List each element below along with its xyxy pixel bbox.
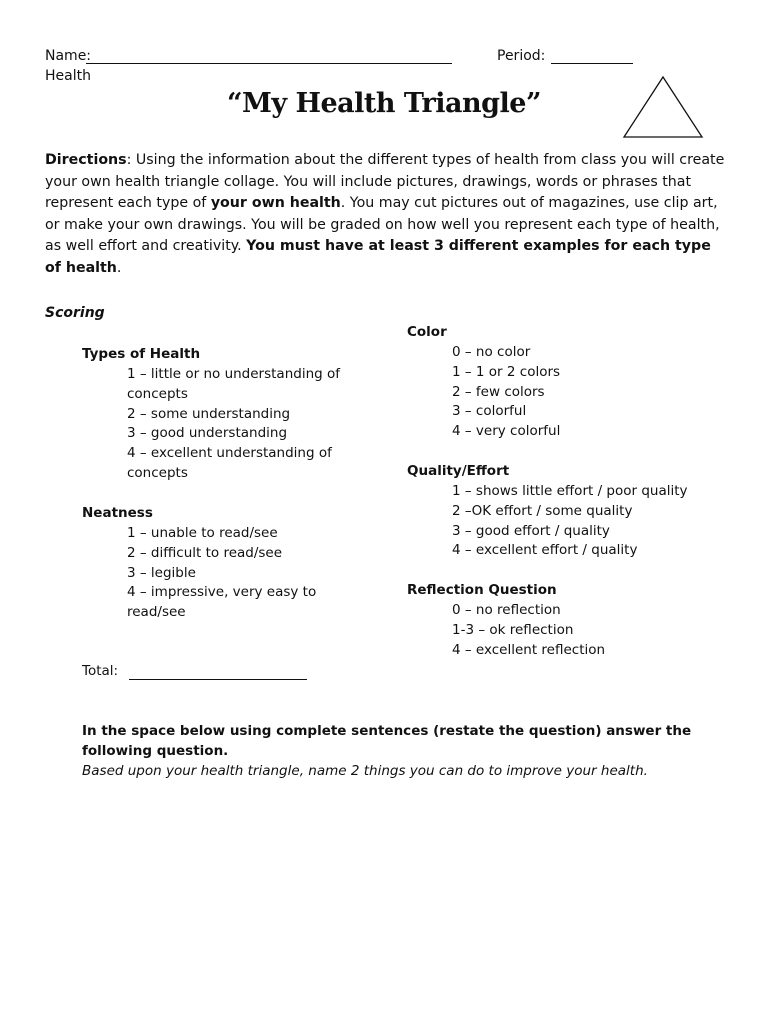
list-item: 2 – difficult to read/see [127, 544, 283, 561]
directions-emphasis-2: You must have at least 3 different examples for each type of health [45, 238, 711, 276]
subject-label: Health [45, 68, 91, 84]
neatness-heading: Neatness [82, 505, 153, 521]
list-item: 1 – 1 or 2 colors [452, 363, 561, 380]
directions-text-1: : Using the information about the different types of health from class you will create your own health triangle collage. You will include pictures, drawings, words or phrases that represent each type of [45, 152, 725, 212]
quality-effort-heading: Quality/Effort [407, 463, 510, 479]
reflection-heading: Reflection Question [407, 582, 557, 598]
page-title: “My Health Triangle” [226, 88, 542, 119]
list-item: 0 – no reflection [452, 602, 561, 618]
list-item: 3 – colorful [452, 403, 527, 420]
list-item: 1 – unable to read/see [127, 525, 278, 541]
directions-text-2: . You may cut pictures out of magazines, use clip art, or make your own drawings. You will be graded on how well you represent each type of health, as well effort and creativity. [45, 195, 720, 255]
list-item: 1-3 – ok reflection [452, 621, 574, 638]
period-label: Period: [497, 48, 546, 64]
quality-effort-list [452, 482, 688, 561]
list-item: read/see [127, 604, 186, 621]
list-item: 4 – very colorful [452, 423, 561, 440]
name-field-line[interactable] [86, 63, 452, 64]
question-prompt: Based upon your health triangle, name 2 things you can do to improve your health. [82, 763, 648, 779]
list-item: concepts [127, 385, 188, 402]
list-item: 3 – legible [127, 564, 196, 581]
list-item: 0 – no color [452, 344, 531, 360]
period-field-line[interactable] [551, 63, 633, 64]
list-item: 4 – excellent effort / quality [452, 542, 638, 559]
list-item: 3 – good understanding [127, 425, 288, 442]
types-of-health-list [127, 365, 340, 484]
directions-emphasis-1: your own health [210, 195, 341, 212]
list-item: 2 –OK effort / some quality [452, 502, 633, 519]
list-item: 2 – some understanding [127, 405, 291, 422]
total-label: Total: [82, 663, 119, 679]
list-item: 3 – good effort / quality [452, 522, 610, 539]
question-instruction: In the space below using complete sentences (restate the question) answer the following question. [82, 723, 692, 759]
color-heading: Color [407, 324, 447, 340]
list-item: 1 – shows little effort / poor quality [452, 483, 688, 499]
list-item: 4 – impressive, very easy to [127, 584, 317, 601]
list-item: 4 – excellent understanding of [127, 445, 332, 462]
list-item: 4 – excellent reflection [452, 641, 606, 658]
total-field-line[interactable] [129, 679, 307, 680]
types-of-health-heading: Types of Health [82, 346, 201, 362]
triangle-icon [622, 74, 704, 140]
directions-text-3: . [116, 259, 122, 276]
color-list [452, 343, 560, 442]
list-item: 1 – little or no understanding of [127, 366, 341, 382]
directions-label: Directions [45, 152, 127, 168]
list-item: concepts [127, 464, 188, 481]
neatness-list [127, 524, 316, 623]
name-label: Name: [45, 48, 92, 64]
scoring-label: Scoring [45, 305, 105, 321]
list-item: 2 – few colors [452, 383, 545, 400]
directions-paragraph [45, 150, 725, 280]
reflection-list [452, 601, 605, 660]
